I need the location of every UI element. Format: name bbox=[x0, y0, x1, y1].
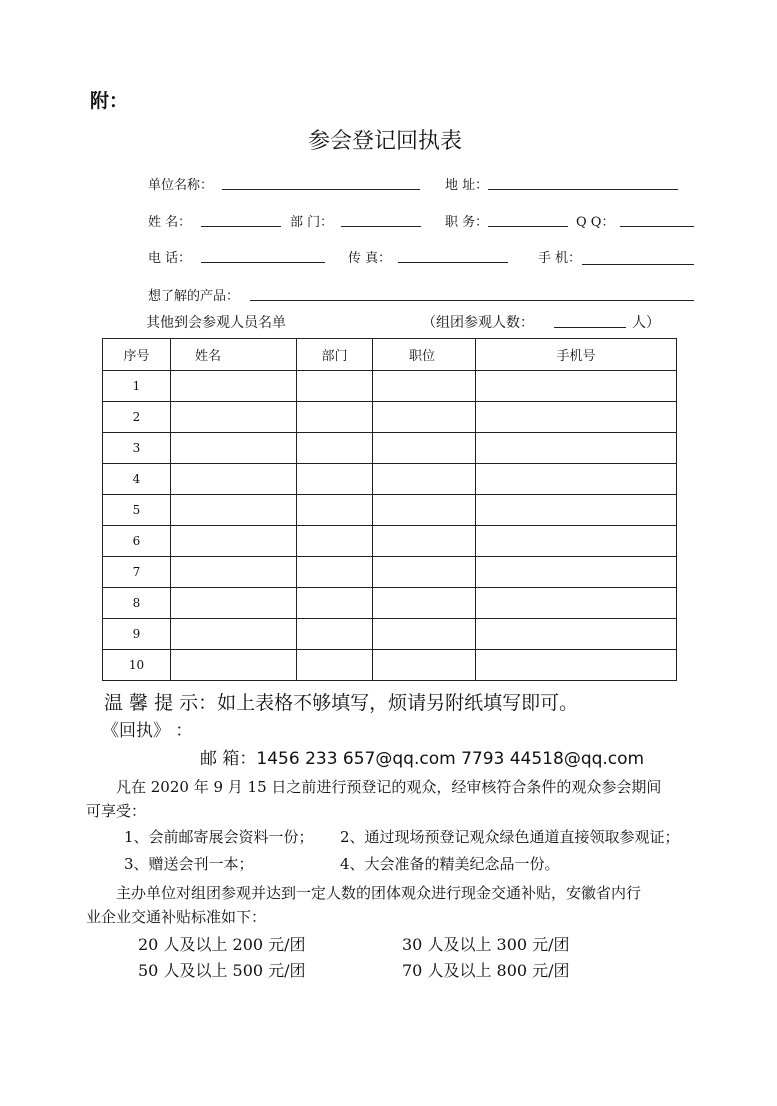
cell-dept[interactable] bbox=[297, 588, 373, 619]
paragraph1-line2: 可享受： bbox=[86, 802, 147, 820]
cell-mobile[interactable] bbox=[476, 619, 677, 650]
cell-mobile[interactable] bbox=[476, 557, 677, 588]
cell-position[interactable] bbox=[373, 402, 476, 433]
paragraph1-line1: 凡在 2020 年 9 月 15 日之前进行预登记的观众，经审核符合条件的观众参会期间 bbox=[116, 778, 662, 796]
unit-name-field[interactable] bbox=[222, 189, 420, 190]
cell-name[interactable] bbox=[171, 495, 297, 526]
cell-dept[interactable] bbox=[297, 371, 373, 402]
cell-position[interactable] bbox=[373, 495, 476, 526]
table-row bbox=[103, 650, 677, 681]
cell-mobile[interactable] bbox=[476, 588, 677, 619]
cell-dept[interactable] bbox=[297, 433, 373, 464]
row-index: 1 bbox=[103, 371, 171, 402]
subsidy-20: 20 人及以上 200 元/团 bbox=[138, 935, 306, 954]
table-row bbox=[103, 619, 677, 650]
cell-name[interactable] bbox=[171, 526, 297, 557]
cell-name[interactable] bbox=[171, 650, 297, 681]
subsidy-70: 70 人及以上 800 元/团 bbox=[402, 961, 570, 980]
row-index: 4 bbox=[103, 464, 171, 495]
cell-mobile[interactable] bbox=[476, 650, 677, 681]
col-header-dept: 部门 bbox=[297, 339, 373, 371]
cell-dept[interactable] bbox=[297, 557, 373, 588]
cell-dept[interactable] bbox=[297, 650, 373, 681]
table-row bbox=[103, 433, 677, 464]
row-index: 5 bbox=[103, 495, 171, 526]
qq-label: Q Q： bbox=[576, 215, 615, 230]
attendee-table bbox=[102, 338, 677, 681]
name-field[interactable] bbox=[201, 226, 281, 227]
row-index: 9 bbox=[103, 619, 171, 650]
cell-dept[interactable] bbox=[297, 495, 373, 526]
address-label: 地 址： bbox=[445, 178, 489, 193]
receipt-label: 《回执》 ： bbox=[102, 721, 193, 741]
paragraph2-line1: 主办单位对组团参观并达到一定人数的团体观众进行现金交通补贴，安徽省内行 bbox=[116, 884, 642, 902]
subsidy-50: 50 人及以上 500 元/团 bbox=[138, 961, 306, 980]
cell-mobile[interactable] bbox=[476, 495, 677, 526]
table-row bbox=[103, 588, 677, 619]
cell-mobile[interactable] bbox=[476, 433, 677, 464]
position-label: 职 务： bbox=[445, 215, 489, 230]
form-title: 参会登记回执表 bbox=[308, 129, 463, 154]
table-row bbox=[103, 526, 677, 557]
mobile-label: 手 机： bbox=[538, 251, 582, 266]
tip-text: 温 馨 提 示：如上表格不够填写，烦请另附纸填写即可。 bbox=[104, 692, 579, 714]
col-header-index: 序号 bbox=[103, 339, 171, 371]
row-index: 2 bbox=[103, 402, 171, 433]
cell-mobile[interactable] bbox=[476, 464, 677, 495]
cell-name[interactable] bbox=[171, 557, 297, 588]
table-row bbox=[103, 402, 677, 433]
row-index: 10 bbox=[103, 650, 171, 681]
fax-field[interactable] bbox=[398, 262, 508, 263]
position-field[interactable] bbox=[488, 226, 568, 227]
benefit-1: 1、会前邮寄展会资料一份； bbox=[124, 828, 314, 846]
group-count-field[interactable] bbox=[554, 327, 626, 328]
row-index: 7 bbox=[103, 557, 171, 588]
cell-position[interactable] bbox=[373, 650, 476, 681]
department-field[interactable] bbox=[341, 226, 421, 227]
address-field[interactable] bbox=[488, 189, 678, 190]
cell-position[interactable] bbox=[373, 433, 476, 464]
phone-label: 电 话： bbox=[148, 251, 192, 266]
qq-field[interactable] bbox=[620, 226, 694, 227]
fax-label: 传 真： bbox=[348, 251, 392, 266]
attendees-heading: 其他到会参观人员名单 bbox=[146, 315, 286, 331]
cell-name[interactable] bbox=[171, 402, 297, 433]
subsidy-30: 30 人及以上 300 元/团 bbox=[402, 935, 570, 954]
cell-position[interactable] bbox=[373, 588, 476, 619]
unit-name-label: 单位名称： bbox=[148, 178, 214, 193]
table-row bbox=[103, 371, 677, 402]
cell-dept[interactable] bbox=[297, 619, 373, 650]
cell-position[interactable] bbox=[373, 557, 476, 588]
col-header-name: 姓名 bbox=[171, 339, 297, 371]
row-index: 3 bbox=[103, 433, 171, 464]
cell-mobile[interactable] bbox=[476, 371, 677, 402]
cell-position[interactable] bbox=[373, 371, 476, 402]
row-index: 6 bbox=[103, 526, 171, 557]
product-field[interactable] bbox=[250, 300, 694, 301]
benefit-2: 2、通过现场预登记观众绿色通道直接领取参观证； bbox=[340, 828, 680, 846]
benefit-4: 4、大会准备的精美纪念品一份。 bbox=[340, 855, 560, 873]
cell-position[interactable] bbox=[373, 464, 476, 495]
cell-mobile[interactable] bbox=[476, 402, 677, 433]
benefit-3: 3、赠送会刊一本； bbox=[124, 855, 254, 873]
cell-name[interactable] bbox=[171, 371, 297, 402]
cell-position[interactable] bbox=[373, 619, 476, 650]
cell-dept[interactable] bbox=[297, 464, 373, 495]
table-row bbox=[103, 464, 677, 495]
group-count-prefix: （组团参观人数： bbox=[422, 315, 534, 331]
col-header-position: 职位 bbox=[373, 339, 476, 371]
phone-field[interactable] bbox=[201, 262, 325, 263]
group-count-suffix: 人） bbox=[632, 315, 660, 331]
cell-name[interactable] bbox=[171, 588, 297, 619]
cell-dept[interactable] bbox=[297, 402, 373, 433]
cell-position[interactable] bbox=[373, 526, 476, 557]
col-header-mobile: 手机号 bbox=[476, 339, 677, 371]
paragraph2-line2: 业企业交通补贴标准如下： bbox=[86, 908, 267, 926]
product-label: 想了解的产品： bbox=[148, 289, 240, 304]
row-index: 8 bbox=[103, 588, 171, 619]
attachment-label: 附： bbox=[90, 90, 129, 112]
email-line: 邮 箱：1456 233 657@qq.com 7793 44518@qq.com bbox=[200, 749, 645, 769]
mobile-field[interactable] bbox=[582, 264, 694, 265]
table-row bbox=[103, 495, 677, 526]
table-header-row bbox=[103, 339, 677, 371]
department-label: 部 门： bbox=[290, 215, 334, 230]
cell-dept[interactable] bbox=[297, 526, 373, 557]
cell-mobile[interactable] bbox=[476, 526, 677, 557]
cell-name[interactable] bbox=[171, 433, 297, 464]
cell-name[interactable] bbox=[171, 464, 297, 495]
table-row bbox=[103, 557, 677, 588]
cell-name[interactable] bbox=[171, 619, 297, 650]
name-label: 姓 名： bbox=[148, 215, 192, 230]
